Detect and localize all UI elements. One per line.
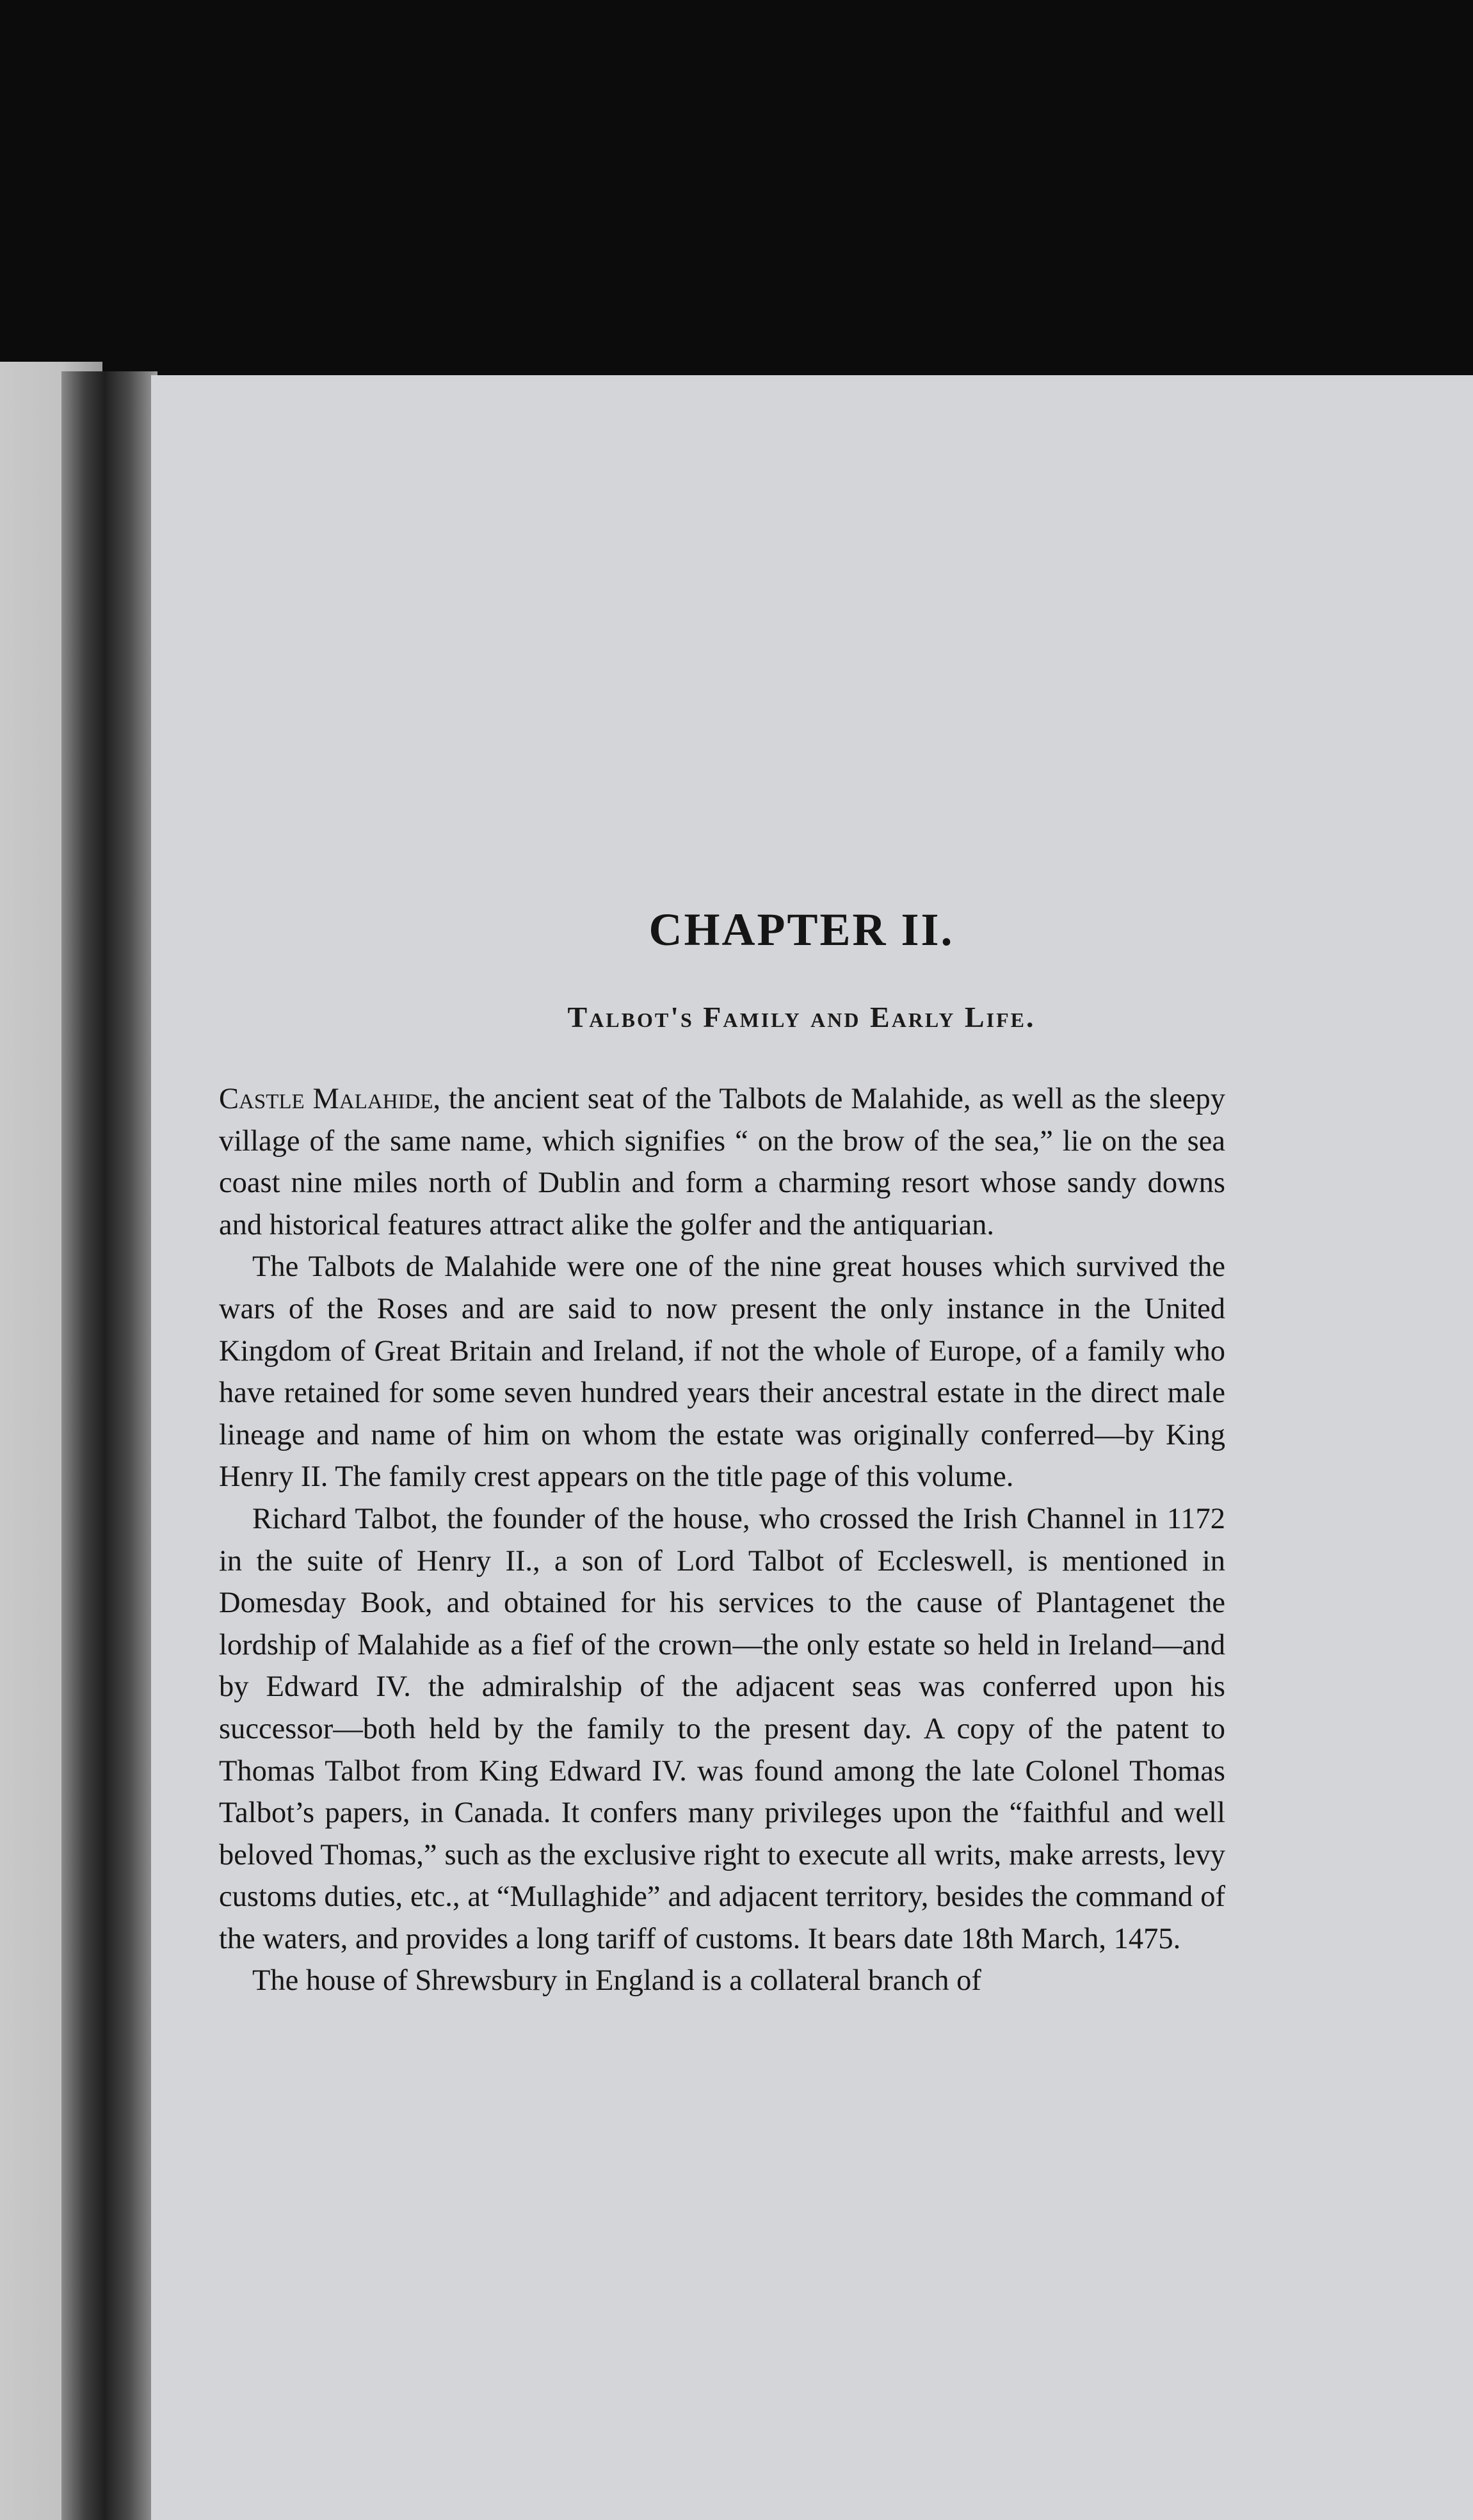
paragraph	[219, 1078, 1225, 1246]
paragraph: The Talbots de Malahide were one of the nine great houses which survived the wars of the Roses and are said to now present the only instance in the United Kingdom of Great Britain and Ireland, if not the whole of Europe, of a family who have retained for some seven hundred years their ancestral estate in the direct male lineage and name of him on whom the estate was originally conferred—by King Henry II. The family crest appears on the title page of this volume.	[219, 1250, 1225, 1494]
paragraph: The house of Shrewsbury in England is a collateral branch of	[252, 1964, 981, 1998]
paragraph-lead: Castle Malahide,	[219, 1083, 441, 1115]
paragraph-text: the ancient seat of the Talbots de Malahide, as well as the sleepy village of the same name, which signifies “ on the brow of the sea,” lie on the sea coast nine miles north of Dublin and form a charming resort whose sandy downs and historical features attract alike the golfer and the antiquarian.	[219, 1083, 1225, 1241]
chapter-subtitle: Talbot's Family and Early Life.	[567, 1001, 1036, 1033]
chapter-title: CHAPTER II.	[648, 904, 954, 955]
book-gutter	[61, 371, 157, 2520]
paragraph: Richard Talbot, the founder of the house, who crossed the Irish Channel in 1172 in the suite of Henry II., a son of Lord Talbot of Eccleswell, is mentioned in Domesday Book, and obtained for his services to the cause of Plantagenet the lordship of Malahide as a fief of the crown—the only estate so held in Ireland—and by Edward IV. the admiralship of the adjacent seas was conferred upon his successor—both held by the family to the present day. A copy of the patent to Thomas Talbot from King Edward IV. was found among the late Colonel Thomas Talbot’s papers, in Canada. It confers many privileges upon the “faithful and well beloved Thomas,” such as the exclusive right to execute all writs, make arrests, levy customs duties, etc., at “Mullaghide” and adjacent territory, besides the command of the waters, and provides a long tariff of customs. It bears date 18th March, 1475.	[219, 1502, 1225, 1955]
book-page	[151, 375, 1473, 2520]
chapter-body	[219, 1078, 1225, 2002]
